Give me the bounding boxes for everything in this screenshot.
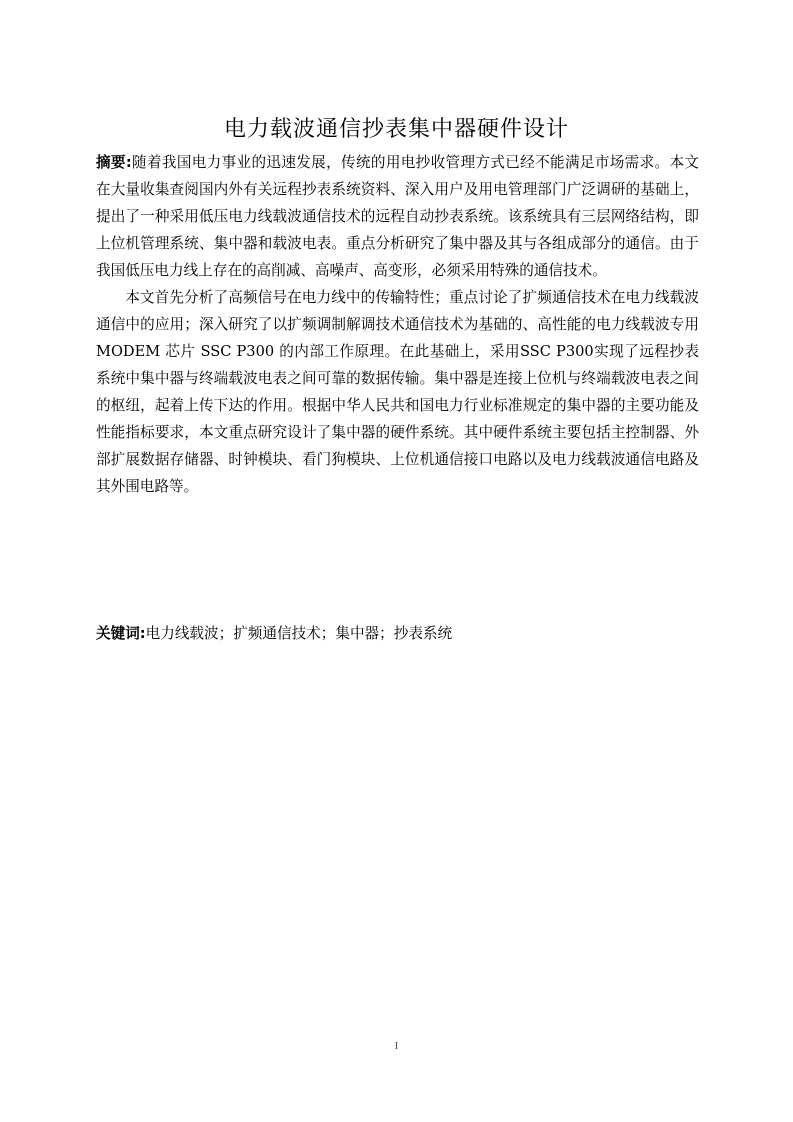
abstract-paragraph-1-text: 随着我国电力事业的迅速发展，传统的用电抄收管理方式已经不能满足市场需求。本文在大量收集查阅国内外有关远程抄表系统资料、深入用户及用电管理部门广泛调研的基础上，提出了一种采用低压电力线载波通信技术的远程自动抄表系统。该系统具有三层网络结构，即上位机管理系统、集中器和载波电表。重点分析研究了集中器及其与各组成部分的通信。由于我国低压电力线上存在的高削减、高噪声、高变形，必须采用特殊的通信技术。: [96, 154, 699, 279]
abstract-paragraph-1: [96, 149, 699, 284]
keywords-section: [96, 620, 699, 647]
document-title: 电力载波通信抄表集中器硬件设计: [223, 117, 569, 142]
abstract-section: [96, 149, 699, 500]
keywords-label: 关键词:: [96, 625, 146, 642]
abstract-label: 摘要:: [96, 154, 132, 171]
keywords-text: 电力线载波；扩频通信技术；集中器；抄表系统: [145, 625, 453, 642]
abstract-paragraph-2: 本文首先分析了高频信号在电力线中的传输特性；重点讨论了扩频通信技术在电力线载波通信中的应用；深入研究了以扩频调制解调技术通信技术为基础的、高性能的电力线载波专用MODEM 芯片 SSC P300 的内部工作原理。在此基础上，采用SSC P300实现了远程抄表系统中集中器与终端载波电表之间可靠的数据传输。集中器是连接上位机与终端载波电表之间的枢纽，起着上传下达的作用。根据中华人民共和国电力行业标准规定的集中器的主要功能及性能指标要求，本文重点研究设计了集中器的硬件系统。其中硬件系统主要包括主控制器、外部扩展数据存储器、时钟模块、看门狗模块、上位机通信接口电路以及电力线载波通信电路及其外围电路等。: [96, 289, 699, 495]
page-number: I: [394, 1040, 399, 1052]
